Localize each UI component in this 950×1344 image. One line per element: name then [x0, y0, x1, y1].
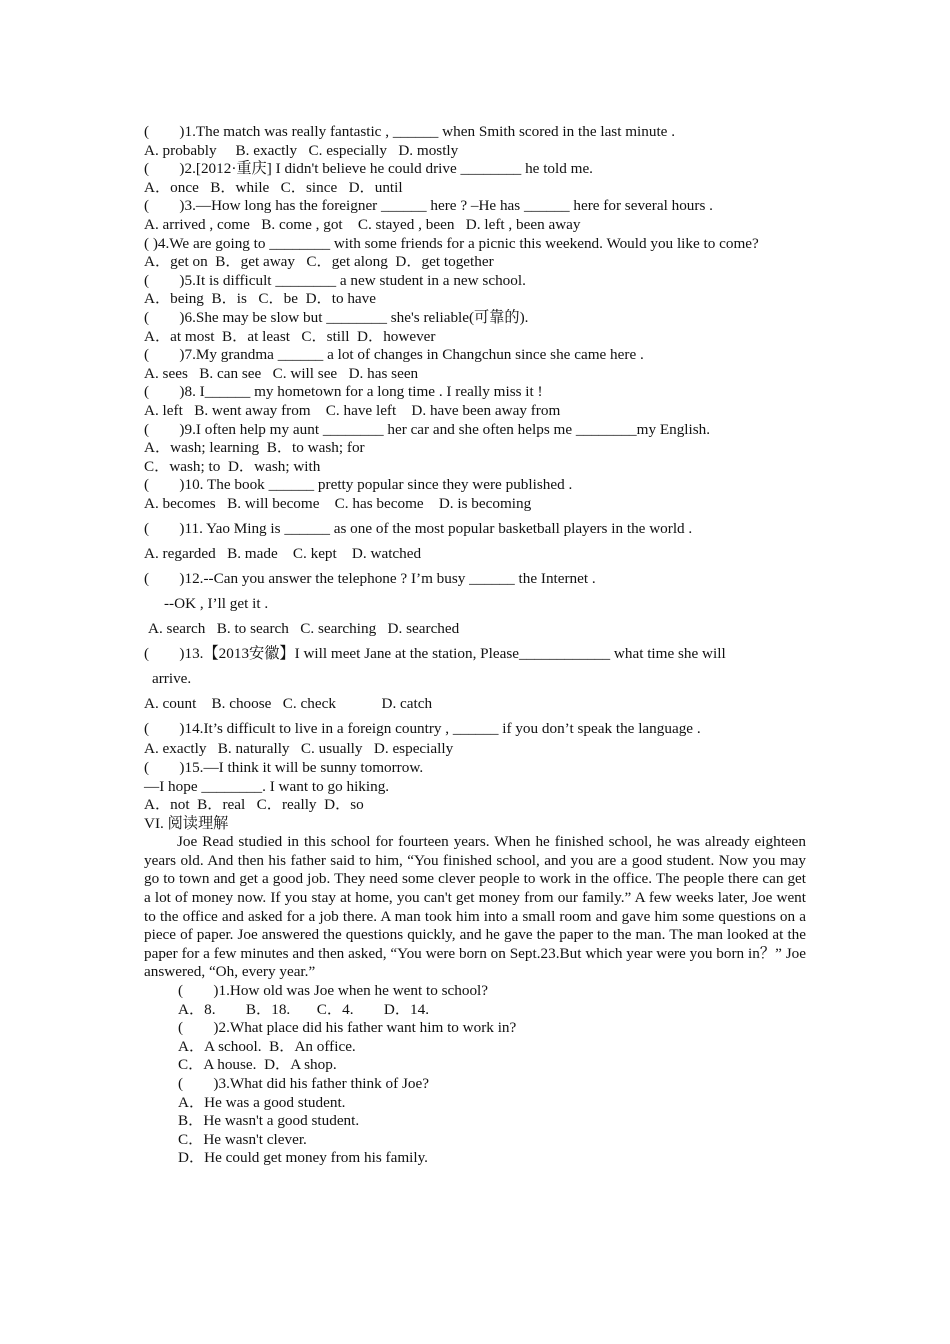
question-9-options-a: A．wash; learning B．to wash; for	[144, 439, 365, 457]
question-5-options: A．being B．is C．be D．to have	[144, 290, 377, 308]
reading-question-2-options-b: C．A house. D．A shop.	[178, 1056, 337, 1074]
question-13-cont: arrive.	[152, 669, 192, 687]
question-15: ( )15.—I think it will be sunny tomorrow.	[144, 758, 424, 776]
question-10-options: A. becomes B. will become C. has become D. is becoming	[144, 494, 532, 512]
reading-question-2: ( )2.What place did his father want him to work in?	[178, 1019, 517, 1037]
question-2: ( )2.[2012·重庆] I didn't believe he could drive ________ he told me.	[144, 160, 593, 178]
reading-heading: VI. 阅读理解	[144, 814, 229, 832]
reading-question-1-options: A．8. B．18. C．4. D．14.	[178, 1000, 430, 1018]
reading-question-1: ( )1.How old was Joe when he went to school?	[178, 982, 489, 1000]
question-12: ( )12.--Can you answer the telephone ? I’m busy ______ the Internet .	[144, 569, 596, 587]
question-13: ( )13.【2013安徽】I will meet Jane at the station, Please____________ what time she will	[144, 644, 726, 662]
question-11-options: A. regarded B. made C. kept D. watched	[144, 544, 422, 562]
reading-question-3-option-d: D．He could get money from his family.	[178, 1149, 428, 1167]
question-13-options: A. count B. choose C. check D. catch	[144, 694, 433, 712]
question-7: ( )7.My grandma ______ a lot of changes in Changchun since she came here .	[144, 346, 644, 364]
reading-question-2-options-a: A．A school. B．An office.	[178, 1037, 356, 1055]
reading-question-3-option-b: B．He wasn't a good student.	[178, 1112, 360, 1130]
question-6-options: A．at most B．at least C．still D．however	[144, 327, 436, 345]
question-8-options: A. left B. went away from C. have left D. have been away from	[144, 401, 561, 419]
question-1: ( )1.The match was really fantastic , ______ when Smith scored in the last minute .	[144, 123, 676, 140]
question-8: ( )8. I______ my hometown for a long time . I really miss it !	[144, 383, 543, 401]
question-12-options: A. search B. to search C. searching D. searched	[148, 619, 460, 637]
question-9-options-b: C．wash; to D．wash; with	[144, 457, 321, 475]
question-14-options: A. exactly B. naturally C. usually D. especially	[144, 740, 454, 758]
reading-question-3-option-a: A．He was a good student.	[178, 1093, 346, 1111]
question-15-reply: —I hope ________. I want to go hiking.	[144, 777, 390, 795]
question-6: ( )6.She may be slow but ________ she's reliable(可靠的).	[144, 308, 529, 326]
worksheet-page	[144, 123, 806, 1168]
question-2-options: A．once B．while C．since D．until	[144, 178, 403, 196]
question-3: ( )3.—How long has the foreigner ______ here ? –He has ______ here for several hours .	[144, 197, 713, 215]
question-15-options: A．not B．real C．really D．so	[144, 796, 364, 814]
question-5: ( )5.It is difficult ________ a new student in a new school.	[144, 271, 526, 289]
question-4-options: A．get on B．get away C．get along D．get together	[144, 253, 494, 271]
question-7-options: A. sees B. can see C. will see D. has seen	[144, 364, 419, 382]
question-14: ( )14.It’s difficult to live in a foreign country , ______ if you don’t speak the language .	[144, 719, 701, 737]
question-10: ( )10. The book ______ pretty popular since they were published .	[144, 476, 573, 494]
reading-question-3-option-c: C．He wasn't clever.	[178, 1130, 307, 1148]
question-9: ( )9.I often help my aunt ________ her car and she often helps me ________my English.	[144, 420, 711, 438]
question-3-options: A. arrived , come B. come , got C. stayed , been D. left , been away	[144, 215, 581, 233]
question-12-reply: --OK , I’ll get it .	[164, 594, 269, 612]
reading-passage: Joe Read studied in this school for fourteen years. When he finished school, he was already eighteen years old. And then his father said to him, “You finished school, and you are a good student. Now you may go to town and get a good job. They need some clever people to work in the office. The people there can get a lot of money now. If you stay at home, you can't get money from our family.” A few weeks later, Joe went to the office and asked for a job there. A man took him into a small room and gave him some questions on a piece of paper. Joe answered the questions quickly, and he gave the paper to the man. The man looked at the paper for a few minutes and then asked, “You were born on Sept.23.But which year were you born in？” Joe answered, “Oh, every year.”	[144, 833, 806, 981]
question-11: ( )11. Yao Ming is ______ as one of the most popular basketball players in the world .	[144, 519, 693, 537]
reading-question-3: ( )3.What did his father think of Joe?	[178, 1075, 429, 1093]
question-1-options: A. probably B. exactly C. especially D. mostly	[144, 141, 459, 159]
question-4: ( )4.We are going to ________ with some friends for a picnic this weekend. Would you like to come?	[144, 234, 759, 252]
